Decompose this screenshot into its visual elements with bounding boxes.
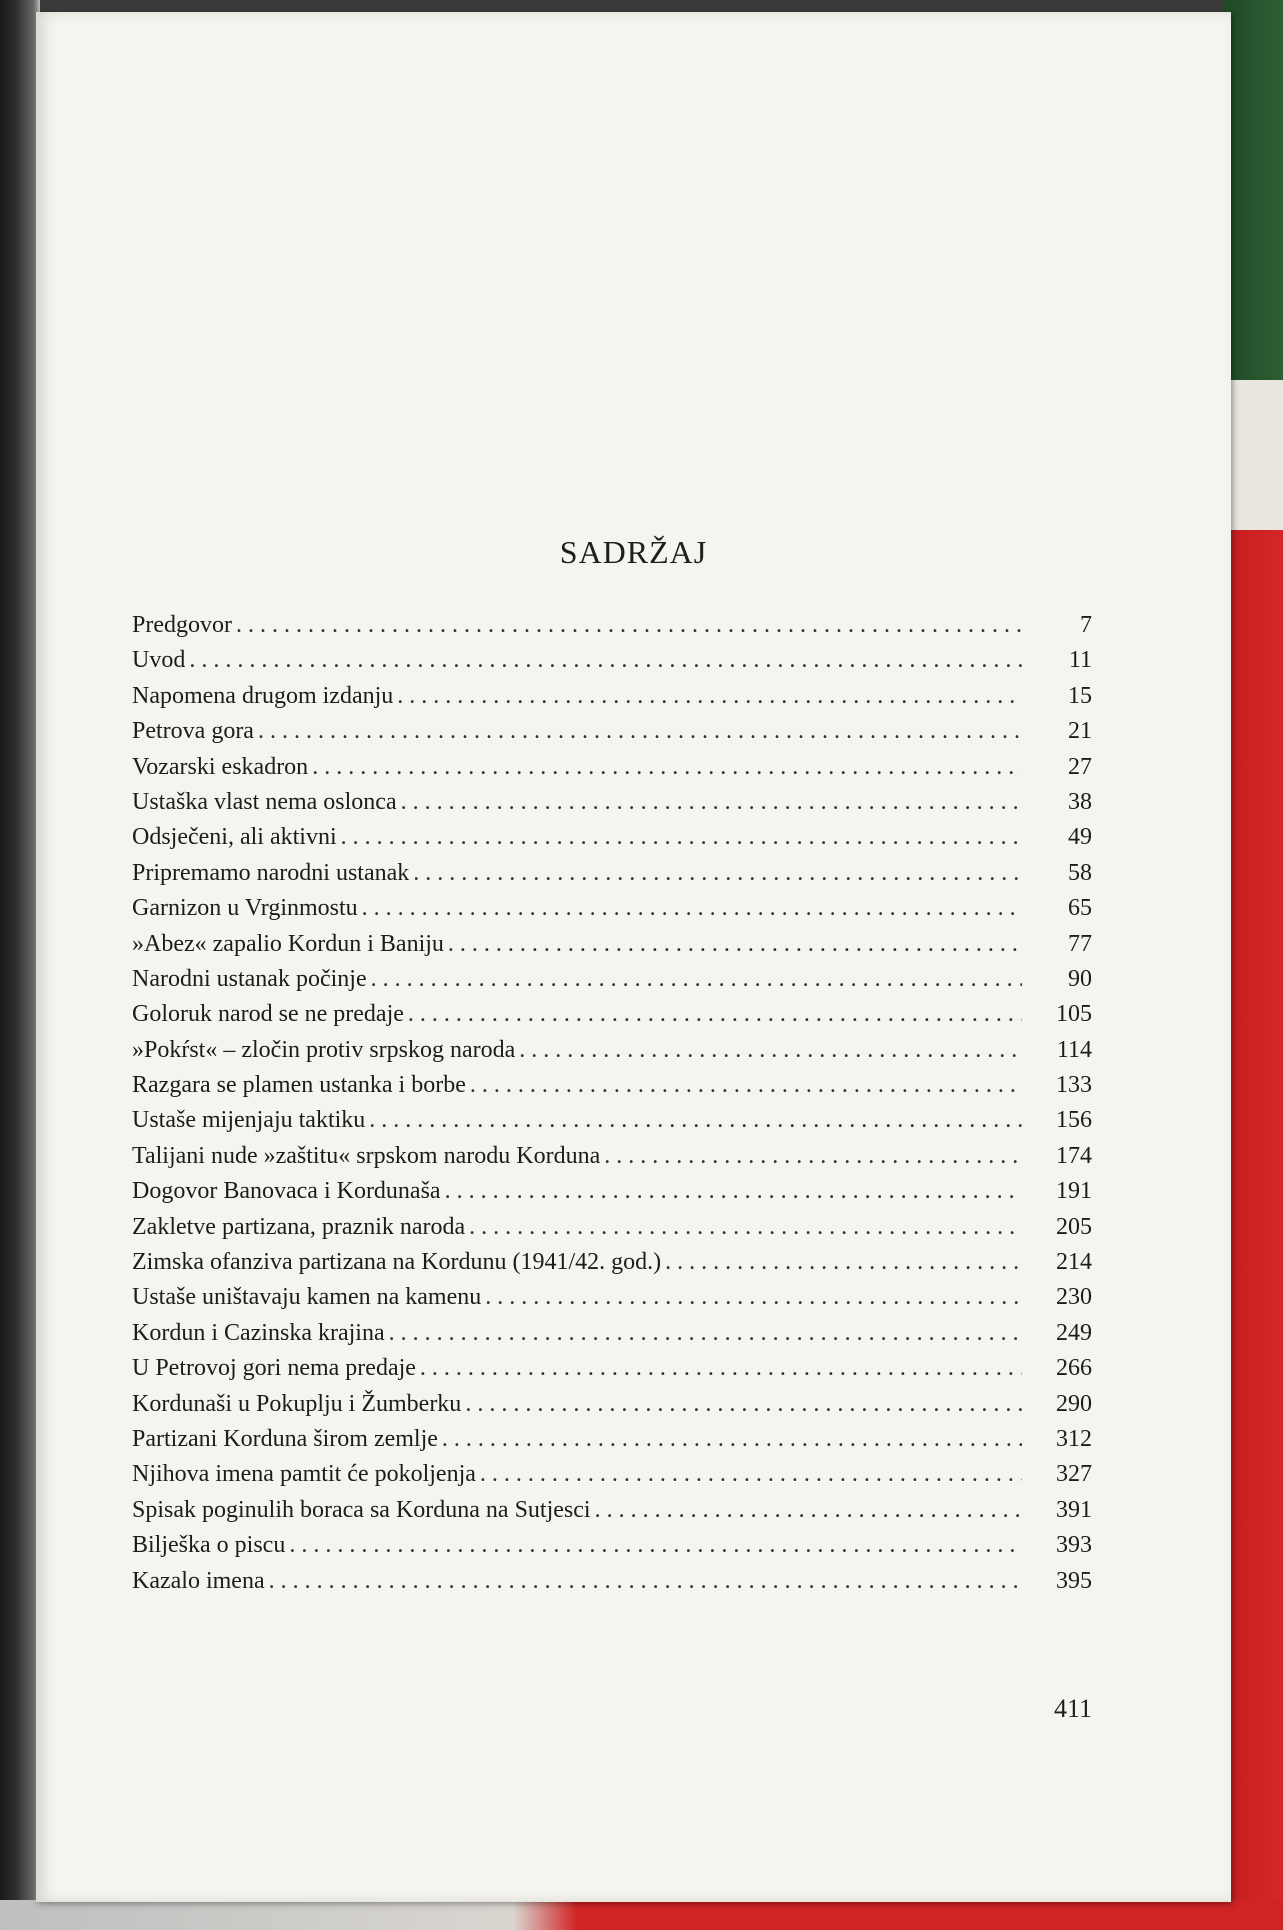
- toc-entry-title: Predgovor: [132, 612, 232, 638]
- toc-entry-page: 230: [1056, 1284, 1092, 1311]
- toc-dot-leader: [519, 1037, 1022, 1064]
- toc-dot-leader: [258, 718, 1022, 745]
- toc-dot-leader: [408, 1001, 1022, 1028]
- toc-entry-page: 205: [1056, 1213, 1092, 1240]
- toc-entry-title: Razgara se plamen ustanka i borbe: [132, 1072, 466, 1099]
- toc-entry-title: Dogovor Banovaca i Kordunaša: [132, 1178, 441, 1205]
- toc-entry-page: 266: [1056, 1355, 1092, 1382]
- toc-entry-title: Zakletve partizana, praznik naroda: [132, 1213, 466, 1240]
- toc-entry-title: Zimska ofanziva partizana na Kordunu (1941/42. god.): [132, 1249, 662, 1276]
- toc-entry-title: Talijani nude »zaštitu« srpskom narodu Korduna: [132, 1142, 601, 1169]
- toc-entry: [132, 1320, 1092, 1355]
- toc-entry: [132, 683, 1092, 718]
- toc-entry: [132, 1037, 1092, 1072]
- toc-dot-leader: [401, 789, 1022, 816]
- toc-entry-title: Ustaška vlast nema oslonca: [132, 788, 397, 815]
- toc-entry: [132, 966, 1092, 1001]
- toc-dot-leader: [371, 966, 1022, 993]
- toc-dot-leader: [389, 1320, 1022, 1347]
- toc-entry-title: »Abez« zapalio Kordun i Baniju: [132, 930, 444, 957]
- toc-entry: [132, 1355, 1092, 1390]
- toc-entry-title: Ustaše uništavaju kamen na kamenu: [132, 1284, 482, 1311]
- toc-entry-page: 65: [1068, 895, 1092, 922]
- toc-entry-page: 77: [1068, 930, 1092, 957]
- toc-entry-page: 133: [1056, 1072, 1092, 1099]
- toc-dot-leader: [289, 1532, 1022, 1559]
- toc-dot-leader: [236, 612, 1022, 639]
- toc-entry-page: 249: [1056, 1319, 1092, 1346]
- toc-entry: [132, 1143, 1092, 1178]
- toc-entry-title: Partizani Korduna širom zemlje: [132, 1425, 438, 1452]
- toc-dot-leader: [445, 1178, 1022, 1205]
- toc-entry: [132, 612, 1092, 647]
- toc-entry-title: Bilješka o piscu: [132, 1532, 286, 1559]
- toc-dot-leader: [189, 647, 1022, 674]
- toc-entry: [132, 1107, 1092, 1142]
- toc-dot-leader: [665, 1249, 1022, 1276]
- toc-dot-leader: [312, 754, 1022, 781]
- toc-entry: [132, 718, 1092, 753]
- page-number: 411: [1053, 1694, 1092, 1723]
- toc-entry: [132, 1001, 1092, 1036]
- toc-entry: [132, 1178, 1092, 1213]
- toc-entry: [132, 1497, 1092, 1532]
- toc-entry: [132, 1072, 1092, 1107]
- table-of-contents: [132, 612, 1092, 1603]
- toc-entry-page: 290: [1056, 1390, 1092, 1417]
- toc-entry: [132, 1249, 1092, 1284]
- toc-entry: [132, 895, 1092, 930]
- toc-entry-title: »Pokŕst« – zločin protiv srpskog naroda: [132, 1036, 516, 1063]
- toc-entry-title: Spisak poginulih boraca sa Korduna na Sutjesci: [132, 1496, 591, 1523]
- toc-dot-leader: [485, 1284, 1022, 1311]
- toc-dot-leader: [604, 1143, 1022, 1170]
- toc-entry-page: 114: [1056, 1036, 1092, 1063]
- toc-entry-page: 191: [1056, 1178, 1092, 1205]
- toc-entry-page: 90: [1068, 965, 1092, 992]
- toc-entry-page: 156: [1056, 1107, 1092, 1134]
- toc-entry-title: Uvod: [132, 647, 186, 674]
- toc-dot-leader: [465, 1391, 1022, 1418]
- toc-dot-leader: [413, 860, 1022, 887]
- toc-dot-leader: [269, 1568, 1022, 1595]
- toc-entry-title: Petrova gora: [132, 718, 254, 745]
- toc-entry-page: 105: [1056, 1001, 1092, 1028]
- toc-entry-title: U Petrovoj gori nema predaje: [132, 1355, 416, 1382]
- toc-entry-page: 393: [1056, 1532, 1092, 1559]
- toc-entry-page: 391: [1056, 1496, 1092, 1523]
- book-page: [36, 12, 1231, 1902]
- toc-entry-title: Pripremamo narodni ustanak: [132, 859, 410, 886]
- toc-entry-title: Kordunaši u Pokuplju i Žumberku: [132, 1390, 462, 1417]
- cover-edge-green: [1223, 0, 1283, 380]
- toc-dot-leader: [469, 1214, 1022, 1241]
- toc-entry-title: Napomena drugom izdanju: [132, 682, 394, 709]
- toc-entry: [132, 754, 1092, 789]
- toc-dot-leader: [362, 895, 1022, 922]
- toc-entry: [132, 1391, 1092, 1426]
- toc-entry-page: 27: [1068, 753, 1092, 780]
- toc-entry-title: Vozarski eskadron: [132, 753, 309, 780]
- bottom-edge: [0, 1900, 1283, 1930]
- toc-dot-leader: [369, 1107, 1022, 1134]
- page-title: SADRŽAJ: [559, 534, 708, 570]
- toc-dot-leader: [448, 931, 1022, 958]
- toc-entry-page: 327: [1056, 1461, 1092, 1488]
- toc-dot-leader: [341, 824, 1022, 851]
- toc-entry-page: 214: [1056, 1249, 1092, 1276]
- toc-dot-leader: [470, 1072, 1022, 1099]
- toc-entry: [132, 1426, 1092, 1461]
- toc-entry: [132, 1568, 1092, 1603]
- toc-dot-leader: [397, 683, 1022, 710]
- cover-edge-red: [1223, 530, 1283, 1930]
- toc-entry: [132, 824, 1092, 859]
- cover-edge-white: [1223, 380, 1283, 530]
- toc-entry: [132, 789, 1092, 824]
- toc-entry-page: 7: [1080, 612, 1092, 638]
- toc-entry-title: Kazalo imena: [132, 1567, 265, 1594]
- toc-entry-title: Njihova imena pamtit će pokoljenja: [132, 1461, 476, 1488]
- toc-entry-page: 174: [1056, 1142, 1092, 1169]
- toc-entry-title: Ustaše mijenjaju taktiku: [132, 1107, 366, 1134]
- toc-entry-page: 15: [1068, 682, 1092, 709]
- toc-entry-page: 395: [1056, 1567, 1092, 1594]
- toc-entry-page: 11: [1068, 647, 1092, 674]
- toc-entry-title: Goloruk narod se ne predaje: [132, 1001, 404, 1028]
- toc-entry: [132, 1214, 1092, 1249]
- toc-entry: [132, 647, 1092, 682]
- toc-entry-page: 21: [1068, 718, 1092, 745]
- toc-entry-page: 38: [1068, 788, 1092, 815]
- toc-dot-leader: [442, 1426, 1022, 1453]
- toc-entry-title: Odsječeni, ali aktivni: [132, 824, 337, 851]
- toc-entry-title: Narodni ustanak počinje: [132, 965, 367, 992]
- toc-entry-page: 49: [1068, 824, 1092, 851]
- toc-dot-leader: [420, 1355, 1022, 1382]
- toc-dot-leader: [480, 1461, 1022, 1488]
- toc-entry: [132, 1284, 1092, 1319]
- toc-entry-title: Kordun i Cazinska krajina: [132, 1319, 385, 1346]
- toc-entry: [132, 1532, 1092, 1567]
- toc-entry-title: Garnizon u Vrginmostu: [132, 895, 358, 922]
- toc-entry-page: 312: [1056, 1425, 1092, 1452]
- book-binding-shadow: [0, 0, 40, 1930]
- toc-entry: [132, 860, 1092, 895]
- toc-entry: [132, 1461, 1092, 1496]
- toc-dot-leader: [595, 1497, 1022, 1524]
- toc-entry-page: 58: [1068, 859, 1092, 886]
- toc-entry: [132, 931, 1092, 966]
